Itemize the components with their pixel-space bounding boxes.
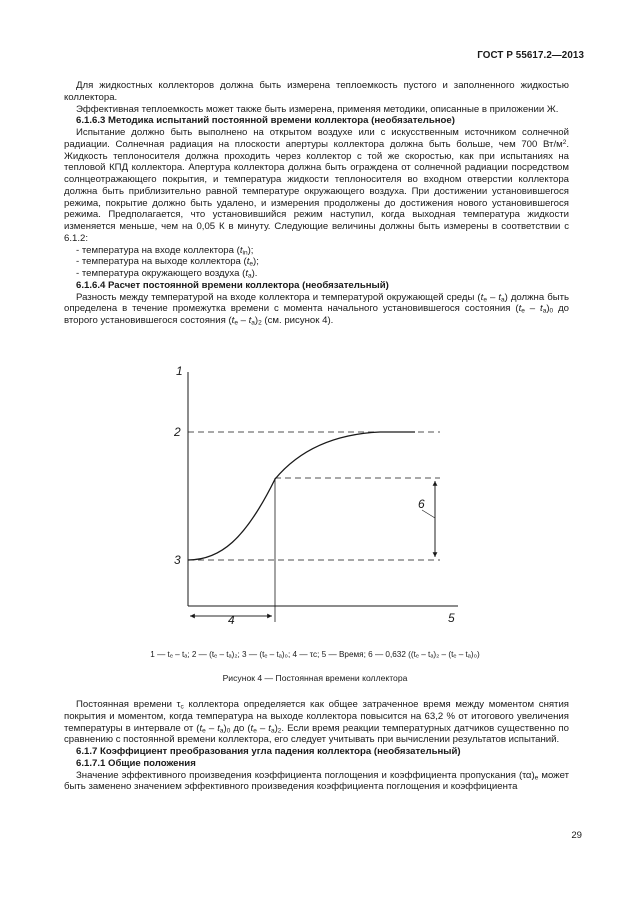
- body-text-bottom: [64, 699, 569, 793]
- list-item: - температура на входе коллектора $(t_{in})$;: [76, 244, 254, 256]
- label-6-leader: [422, 510, 435, 518]
- body-text-top: [64, 80, 569, 327]
- figure-label-5: 5: [448, 611, 455, 625]
- paragraph: Для жидкостных коллекторов должна быть измерена теплоемкость пустого и заполненного жидкостью коллектора.: [64, 80, 569, 103]
- paragraph-6163: Испытание должно быть выполнено на открытом воздухе или с искусственным источником солнечной радиации. Солнечная радиация на плоскости апертуры коллектора должна быть больше, чем 700 $Вт/м^2$. Жидкость теплоносителя должна проходить через коллектор с той же скоростью, как при испытаниях на тепловой КПД коллектора. Апертура коллектора должна быть ограждена от солнечной радиации посредством солнцеотражающего покрытия, и температура жидкости теплоносителя во входном отверстии коллектора должна быть приблизительно равной температуре окружающего воздуха. При достижении установившегося режима, покрытие должно быть удалено, и измерения продолжены до достижения нового установившегося режима. Предполагается, что установившийся режим наступил, когда выходная температура жидкости изменяется меньше, чем на 0,05 К в минуту. Следующие величины должны быть измерены в соответствии с 6.1.2:: [64, 127, 569, 244]
- paragraph-time-constant: Постоянная времени $\tau_c$ коллектора определяется как общее затраченное время между моментом снятия покрытия и моментом, когда температура на выходе коллектора повысится на 63,2 % от итогового увеличения температуры в интервале от $(t_e - t_a)_0$ до $(t_e - t_a)_2$. Если время реакции температурных датчиков существенно по сравнению с постоянной времени коллектора, его следует учитывать при вычислении результатов испытаний.: [64, 699, 570, 746]
- figure-label-1: 1: [176, 364, 183, 378]
- figure-label-2: 2: [174, 425, 181, 439]
- list-item: - температура окружающего воздуха $(t_a)$.: [76, 268, 258, 280]
- section-heading-617: 6.1.7 Коэффициент преобразования угла падения коллектора (необязательный): [76, 746, 461, 757]
- figure-label-4: 4: [228, 613, 235, 627]
- section-heading-6171: 6.1.7.1 Общие положения: [76, 757, 196, 769]
- figure-caption: Рисунок 4 — Постоянная времени коллектора: [222, 673, 408, 683]
- paragraph-6171: Значение эффективного произведения коэффициента поглощения и коэффициента пропускания $(\tau\alpha)_e$ может быть заменено значением эффективного произведения коэффициента поглощения и коэффициента: [64, 769, 569, 793]
- temperature-curve: [188, 432, 415, 560]
- document-header: ГОСТ Р 55617.2—2013: [477, 50, 584, 61]
- page-number: 29: [571, 830, 582, 841]
- time-constant-figure: [150, 360, 470, 640]
- section-heading-6163: 6.1.6.3 Методика испытаний постоянной времени коллектора (необязательное): [76, 115, 455, 127]
- list-item: - температура на выходе коллектора $(t_e)$;: [76, 256, 259, 268]
- figure-legend: 1 — tₑ – tₐ; 2 — (tₑ – tₐ)₂; 3 — (tₑ – tₐ)₀; 4 — τc; 5 — Время; 6 — 0,632 ((tₑ – tₐ)₂ – (tₑ – tₐ)₀): [150, 650, 480, 659]
- paragraph-6164: Разность между температурой на входе коллектора и температурой окружающей среды $(t_e - t_a)$ должна быть определена в течение промежутка времени с момента начального установившегося состояния $(t_e - t_a)_0$ до второго установившегося состояния $(t_e - t_a)_2$ (см. рисунок 4).: [64, 291, 570, 327]
- section-heading-6164: 6.1.6.4 Расчет постоянной времени коллектора (необязательный): [76, 279, 389, 291]
- figure-label-3: 3: [174, 553, 181, 567]
- paragraph: Эффективная теплоемкость может также быть измерена, применяя методики, описанные в приложении Ж.: [76, 103, 559, 115]
- figure-label-6: 6: [418, 497, 425, 511]
